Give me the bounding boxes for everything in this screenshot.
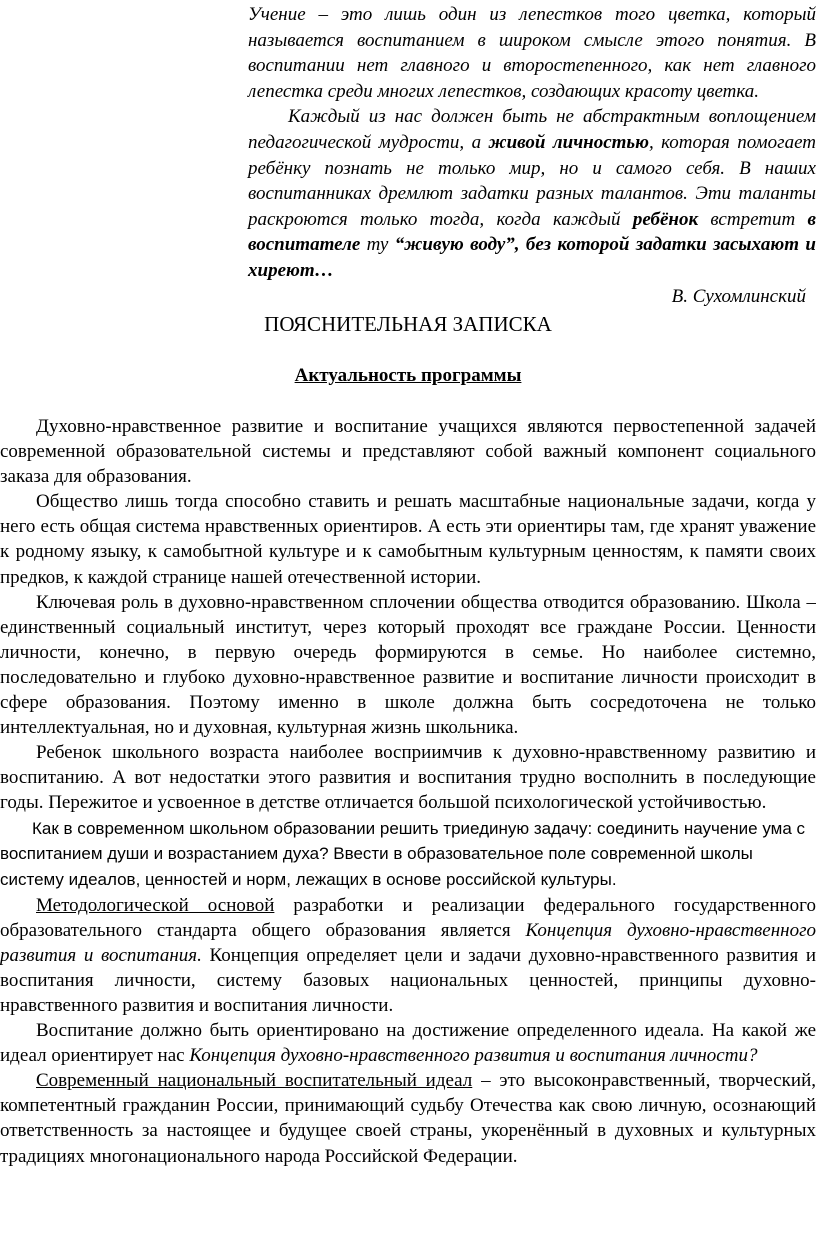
emphasis-living-water: “живую воду”, без которой задатки засыхают и хиреют… [248,234,816,281]
methodological-basis-term: Методологической основой [36,894,275,916]
body-text [0,414,816,1169]
page-title: ПОЯСНИТЕЛЬНАЯ ЗАПИСКА [264,312,552,336]
epigraph-author: В. Сухомлинский [671,285,806,307]
body-paragraph-1: Духовно-нравственное развитие и воспитание учащихся являются первостепенной задачей современной образовательной системы и представляют собой важный компонент социального заказа для образования. [0,416,816,488]
epigraph-paragraph-2: Каждый из нас должен быть не абстрактным воплощением педагогической мудрости, а живой личностью, которая помогает ребёнку познать не только мир, но и самого себя. В наших воспитанниках дремлют задатки разных талантов. Эти таланты раскроются только тогда, когда каждый ребёнок встретит в воспитателе ту “живую воду”, без которой задатки засыхают и хиреют… [248,106,816,281]
epigraph-paragraph-1: Учение – это лишь один из лепестков того цветка, который называется воспитанием в широком смысле этого понятия. В воспитании нет главного и второстепенного, как нет главного лепестка среди многих лепестков, создающих красоту цветка. [248,4,816,102]
ideal-term: Современный национальный воспитательный идеал [36,1070,473,1092]
epigraph [248,2,816,309]
body-paragraph-7: Воспитание должно быть ориентировано на достижение определенного идеала. На какой же идеал ориентирует нас Концепция духовно-нравственного развития и воспитания личности? [0,1020,816,1067]
concept-title: Концепция духовно-нравственного развития и воспитания. [0,919,816,966]
body-paragraph-5: Как в современном школьном образовании решить триединую задачу: соединить научение ума с воспитанием души и возрастанием духа? Ввести в образовательное поле современной школы систему идеалов, ценностей и норм, лежащих в основе российской культуры. [0,818,806,889]
body-paragraph-3: Ключевая роль в духовно-нравственном сплочении общества отводится образованию. Школа – единственный социальный институт, через который проходят все граждане России. Ценности личности, конечно, в первую очередь формируются в семье. Но наиболее системно, последовательно и глубоко духовно-нравственное развитие и воспитание личности происходит в сфере образования. Поэтому именно в школе должна быть сосредоточена не только интеллектуальная, но и духовная, культурная жизнь школьника. [0,591,816,739]
section-heading: Актуальность программы [294,365,522,386]
body-paragraph-6: Методологической основой разработки и реализации федерального государственного образовательного стандарта общего образования является Концепция духовно-нравственного развития и воспитания. Концепция определяет цели и задачи духовно-нравственного развития и воспитания личности, систему базовых национальных ценностей, принципы духовно-нравственного развития и воспитания личности. [0,894,816,1016]
emphasis-child: ребёнок [632,208,699,230]
emphasis-living-person: живой личностью [488,131,649,153]
body-paragraph-4: Ребенок школьного возраста наиболее восприимчив к духовно-нравственному развитию и воспитанию. А вот недостатки этого развития и воспитания трудно восполнить в последующие годы. Пережитое и усвоенное в детстве отличается большой психологической устойчивостью. [0,742,816,814]
body-paragraph-2: Общество лишь тогда способно ставить и решать масштабные национальные задачи, когда у него есть общая система нравственных ориентиров. А есть эти ориентиры там, где хранят уважение к родному языку, к самобытной культуре и к самобытным культурным ценностям, к памяти своих предков, к каждой странице нашей отечественной истории. [0,491,816,588]
emphasis-educator: в воспитателе [248,208,816,256]
concept-reference: Концепция духовно-нравственного развития и воспитания личности? [189,1045,758,1067]
body-paragraph-8: Современный национальный воспитательный идеал – это высоконравственный, творческий, компетентный гражданин России, принимающий судьбу Отечества как свою личную, осознающий ответственность за настоящее и будущее своей страны, укоренённый в духовных и культурных традициях многонационального народа Российской Федерации. [0,1070,816,1167]
